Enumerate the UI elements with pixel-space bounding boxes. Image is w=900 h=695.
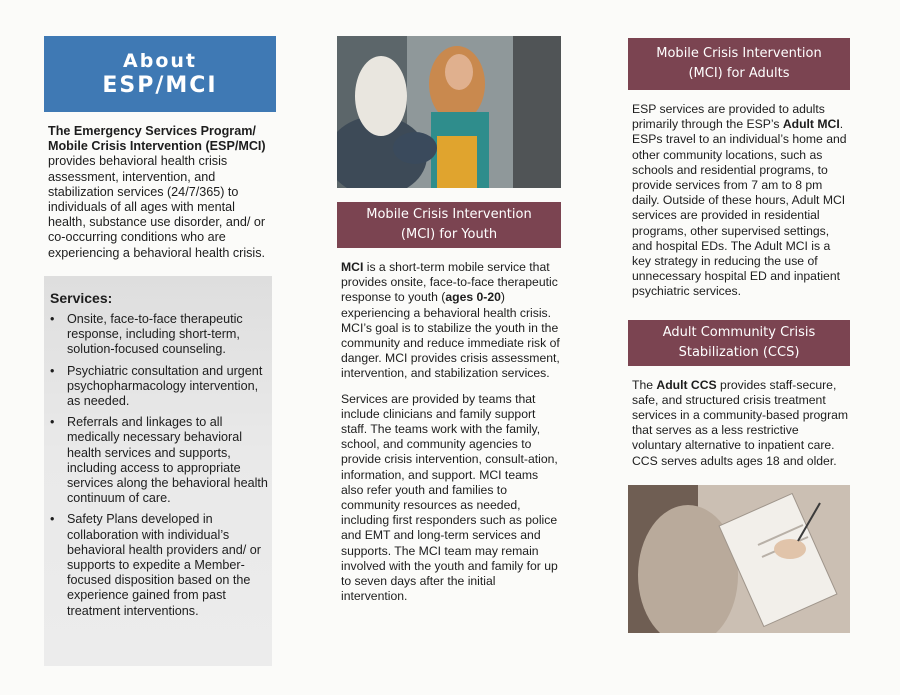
ccs-banner: [628, 320, 850, 366]
ccs-banner-line2: Stabilization (CCS): [678, 344, 800, 360]
adults-banner-line2: (MCI) for Adults: [688, 66, 790, 81]
youth-banner-line1: Mobile Crisis Intervention: [366, 207, 532, 222]
youth-banner: [337, 202, 561, 248]
list-item: • Onsite, face-to-face therapeutic response, including short-term, solution-focused counseling.: [50, 312, 243, 357]
ccs-paragraph: The Adult CCS provides staff-secure, safe, and structured crisis treatment services in a community-based program that serves as a less restrictive voluntary alternative to inpatient care. CCS serves adults ages 18 and older.: [632, 377, 849, 468]
adult-column: [628, 38, 850, 633]
adults-paragraph: ESP services are provided to adults primarily through the ESP’s Adult MCI. ESPs travel to an individual’s home and other community locations, such as schools and residential programs, to provide services from 7 am to 8 pm daily. Outside of these hours, Adult MCI services are provided in residential programs, other supervised settings, and hospital EDs. The Adult MCI is a key strategy in reducing the use of unnecessary hospital ED and inpatient psychiatric services.: [632, 102, 847, 299]
group-support-photo: [337, 36, 561, 188]
youth-banner-line2: (MCI) for Youth: [400, 227, 498, 242]
intro-bold: The Emergency Services Program/ Mobile Crisis Intervention (ESP/MCI): [48, 124, 266, 154]
youth-column: [337, 36, 561, 604]
intro-paragraph: [48, 124, 276, 261]
bullet-icon: •: [50, 363, 55, 378]
group-support-illustration: [337, 36, 561, 188]
youth-paragraph-1: MCI is a short-term mobile service that provides onsite, face-to-face therapeutic response to youth (ages 0-20) experiencing a behavioral health crisis. MCI’s goal is to stabilize the youth in the community and reduce immediate risk of danger. MCI provides crisis assessment, intervention, and stabilization services.: [341, 260, 560, 381]
bullet-icon: •: [50, 312, 55, 326]
writing-clipboard-photo: [628, 485, 850, 633]
services-list: [48, 312, 270, 625]
intro-text: provides behavioral health crisis assessment, intervention, and stabilization services (24/7/365) to individuals of all ages with mental health, substance use disorder, and/ or co-occurring conditions who are experiencing a behavioral health crisis.: [48, 154, 266, 260]
about-banner-line1: About: [123, 50, 197, 72]
ccs-banner-line1: Adult Community Crisis: [662, 324, 816, 340]
list-item: • Safety Plans developed in collaboration with individual’s behavioral health providers and/ or supports to expedite a Member-focused disposition based on the experience gained from past treatment interventions.: [50, 512, 261, 618]
bullet-icon: •: [50, 415, 55, 430]
services-title: Services:: [50, 290, 113, 306]
list-item: • Psychiatric consultation and urgent psychopharmacology intervention, as needed.: [50, 363, 263, 409]
about-banner: [44, 36, 276, 112]
about-banner-line2: ESP/MCI: [102, 73, 218, 98]
youth-paragraph-2: Services are provided by teams that include clinicians and family support staff. The teams work with the family, school, and community agencies to provide crisis intervention, consult-ation, information, and support. MCI teams also refer youth and families to community resources as needed, including first responders such as police and EMT and long-term services and supports. The MCI team may remain involved with the youth and family for up to seven days after the initial intervention.: [341, 391, 558, 604]
writing-clipboard-illustration: [628, 485, 850, 633]
adults-banner-line1: Mobile Crisis Intervention: [656, 46, 822, 61]
bullet-icon: •: [50, 512, 55, 527]
about-column: [44, 36, 276, 618]
list-item: • Referrals and linkages to all medically necessary behavioral health services and supports, including access to appropriate services along the behavioral health continuum of care.: [50, 415, 268, 506]
adults-banner: [628, 38, 850, 90]
services-box: [44, 276, 272, 666]
